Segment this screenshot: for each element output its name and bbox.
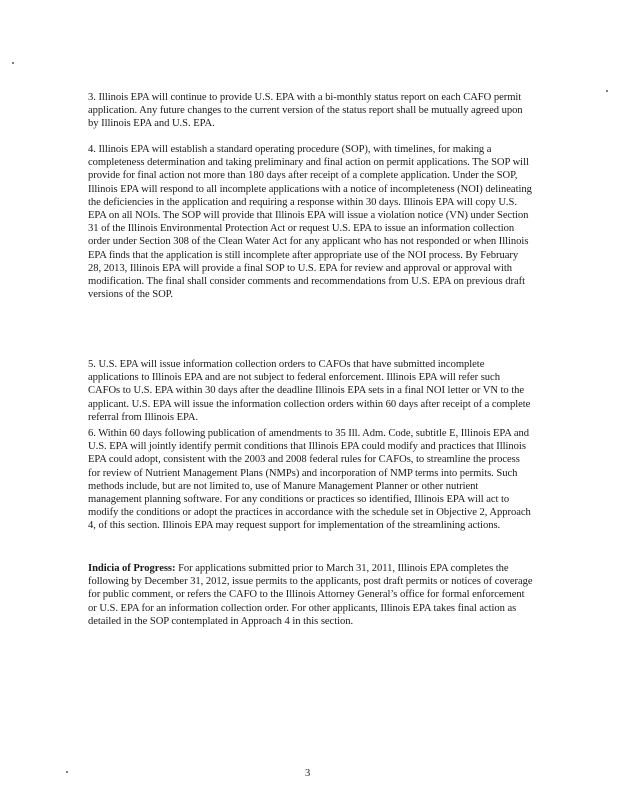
- scan-speck: [66, 771, 68, 773]
- paragraph-item-4: 4. Illinois EPA will establish a standard operating procedure (SOP), with timelines, for making a completeness determination and taking preliminary and final action on permit applications. The SOP will provide for final action not more than 180 days after receipt of a complete application. Under the SOP, Illinois EPA will respond to all incomplete applications with a notice of incompleteness (NOI) delineating the deficiencies in the application and requiring a response within 30 days. Illinois EPA will copy U.S. EPA on all NOIs. The SOP will provide that Illinois EPA will issue a violation notice (VN) under Section 31 of the Illinois Environmental Protection Act or request U.S. EPA to issue an information collection order under Section 308 of the Clean Water Act for any applicant who has not responded or when Illinois EPA finds that the application is still incomplete after appropriate use of the NOI process. By February 28, 2013, Illinois EPA will provide a final SOP to U.S. EPA for review and approval or approval with modification. The final shall consider comments and recommendations from U.S. EPA on previous draft versions of the SOP.: [88, 144, 532, 301]
- paragraph-indicia-of-progress: [88, 562, 533, 628]
- indicia-label: Indicia of Progress:: [88, 563, 176, 574]
- paragraph-item-6: 6. Within 60 days following publication of amendments to 35 Ill. Adm. Code, subtitle E, Illinois EPA and U.S. EPA will jointly identify permit conditions that Illinois EPA could modify and practices that Illinois EPA could adopt, consistent with the 2003 and 2008 federal rules for CAFOs, to streamline the process for review of Nutrient Management Plans (NMPs) and incorporation of NMP terms into permits. Such methods include, but are not limited to, use of Manure Management Planner or other nutrient management planning software. For any conditions or practices so identified, Illinois EPA will act to modify the conditions or adopt the practices in accordance with the schedule set in Objective 2, Approach 4, of this section. Illinois EPA may request support for implementation of the streamlining actions.: [88, 428, 531, 532]
- paragraph-item-5: 5. U.S. EPA will issue information collection orders to CAFOs that have submitted incomplete applications to Illinois EPA and are not subject to federal enforcement. Illinois EPA will refer such CAFOs to U.S. EPA within 30 days after the deadline Illinois EPA sets in a final NOI letter or VN to the applicant. U.S. EPA will issue the information collection orders within 60 days after receipt of a complete referral from Illinois EPA.: [88, 359, 531, 423]
- paragraph-item-3: 3. Illinois EPA will continue to provide U.S. EPA with a bi-monthly status report on each CAFO permit application. Any future changes to the current version of the status report shall be mutually agreed upon by Illinois EPA and U.S. EPA.: [88, 92, 523, 130]
- indicia-text: For applications submitted prior to March 31, 2011, Illinois EPA completes the following by December 31, 2012, issue permits to the applicants, post draft permits or notices of coverage for public comment, or refers the CAFO to the Illinois Attorney General’s office for formal enforcement or U.S. EPA for an information collection order. For other applicants, Illinois EPA takes final action as detailed in the SOP contemplated in Approach 4 in this section.: [88, 563, 533, 627]
- scan-speck: [12, 62, 14, 64]
- page-number: 3: [305, 768, 311, 779]
- scan-speck: [606, 90, 608, 92]
